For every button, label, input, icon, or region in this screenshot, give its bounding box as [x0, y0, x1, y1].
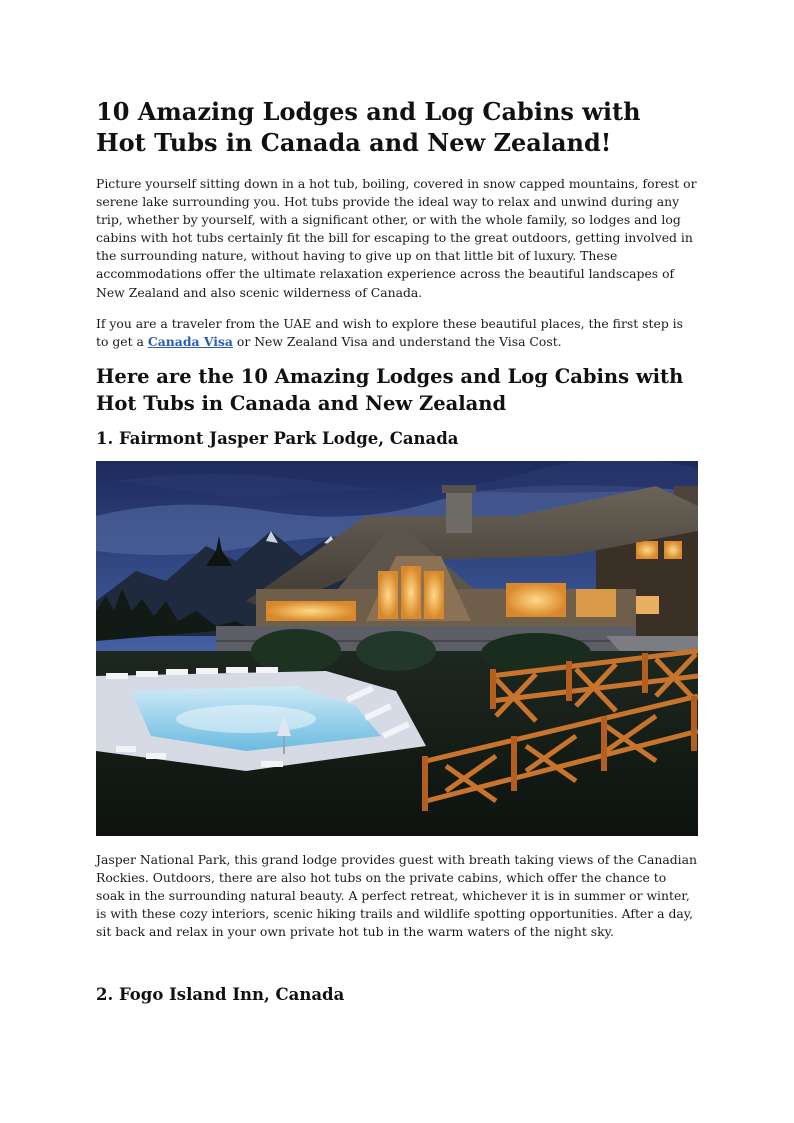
lodge-2-heading: 2. Fogo Island Inn, Canada	[96, 985, 345, 1004]
intro-paragraph: Picture yourself sitting down in a hot tub, boiling, covered in snow capped mountains, forest or serene lake surrounding you. Hot tubs provide the ideal way to relax and unwind during any trip, whether by yourself, with a significant other, or with the whole family, so lodges and log cabins with hot tubs certainly fit the bill for escaping to the great outdoors, getting involved in the surrounding nature, without having to give up on that little bit of luxury. These accommodations offer the ultimate relaxation experience across the beautiful landscapes of New Zealand and also scenic wilderness of Canada.	[96, 176, 697, 300]
uae-text-before-link: If you are a traveler from the UAE and wish to explore these beautiful places, the first step is to get a	[96, 316, 684, 350]
lodge-1-heading: 1. Fairmont Jasper Park Lodge, Canada	[96, 429, 459, 448]
canada-visa-link[interactable]: Canada Visa	[147, 334, 233, 350]
article-title: 10 Amazing Lodges and Log Cabins with Hot Tubs in Canada and New Zealand!	[96, 97, 641, 157]
uae-text-after-link: or New Zealand Visa and understand the Visa Cost.	[232, 334, 562, 350]
fairmont-jasper-lodge-photo	[96, 461, 698, 836]
lodge-1-description: Jasper National Park, this grand lodge provides guest with breath taking views of the Canadian Rockies. Outdoors, there are also hot tubs on the private cabins, which offer the chance to soak in the surrounding natural beauty. A perfect retreat, whichever it is in summer or winter, is with these cozy interiors, scenic hiking trails and wildlife spotting opportunities. After a day, sit back and relax in your own private hot tub in the warm waters of the night sky.	[96, 852, 697, 940]
section-heading: Here are the 10 Amazing Lodges and Log Cabins with Hot Tubs in Canada and New Zealand	[96, 365, 684, 415]
uae-paragraph	[96, 315, 698, 351]
